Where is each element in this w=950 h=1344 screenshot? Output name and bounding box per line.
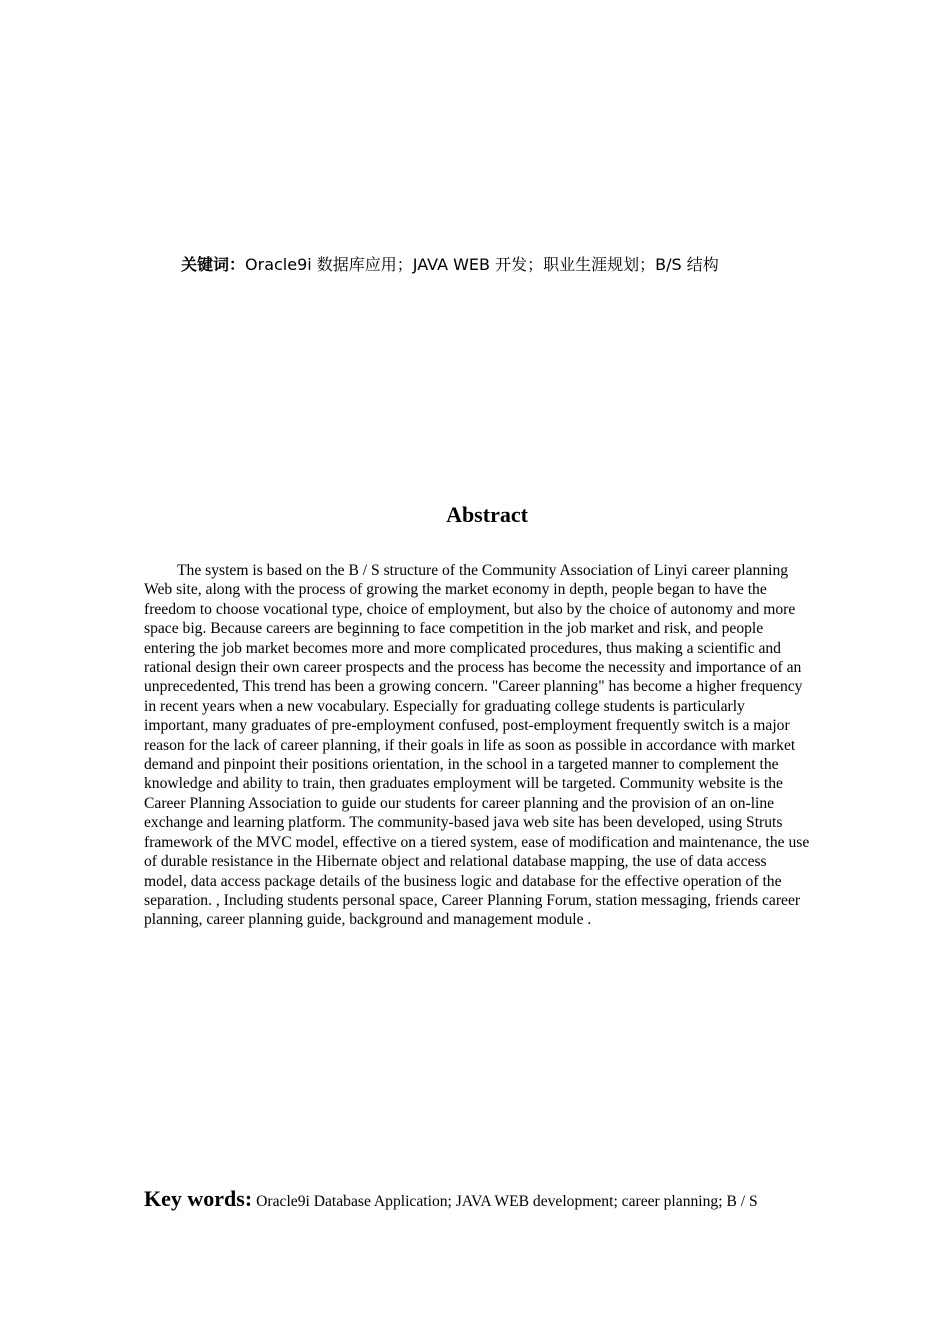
chinese-keywords-value: Oracle9i 数据库应用；JAVA WEB 开发；职业生涯规划；B/S 结构 [245,255,719,274]
english-keywords [144,1184,834,1217]
chinese-keywords [181,254,821,276]
chinese-keywords-label: 关键词： [181,255,246,274]
abstract-paragraph: The system is based on the B / S structure of the Community Association of Linyi career planning Web site, along with the process of growing the market economy in depth, people began to have the freedom to choose vocational type, choice of employment, but also by the choice of autonomy and more space big. Because careers are beginning to face competition in the job market and risk, and people entering the job market becomes more and more complicated procedures, thus making a scientific and rational design their own career prospects and the process has become the necessity and importance of an unprecedented, This trend has been a growing concern. "Career planning" has become a higher frequency in recent years when a new vocabulary. Especially for graduating college students is particularly important, many graduates of pre-employment confused, post-employment frequently switch is a major reason for the lack of career planning, if their goals in life as soon as possible in accordance with market demand and pinpoint their positions orientation, in the school in a targeted manner to complement the knowledge and ability to train, then graduates employment will be targeted. Community website is the Career Planning Association to guide our students for career planning and the provision of an on-line exchange and learning platform. The community-based java web site has been developed, using Struts framework of the MVC model, effective on a tiered system, ease of modification and maintenance, the use of durable resistance in the Hibernate object and relational database mapping, the use of data access model, data access package details of the business logic and database for the effective operation of the separation. , Including students personal space, Career Planning Forum, station messaging, friends career planning, career planning guide, background and management module . [144,562,810,929]
abstract-heading: Abstract [446,502,528,527]
english-keywords-label: Key words: [144,1186,253,1211]
english-keywords-value: Oracle9i Database Application; JAVA WEB development; career planning; B / S [256,1193,758,1210]
